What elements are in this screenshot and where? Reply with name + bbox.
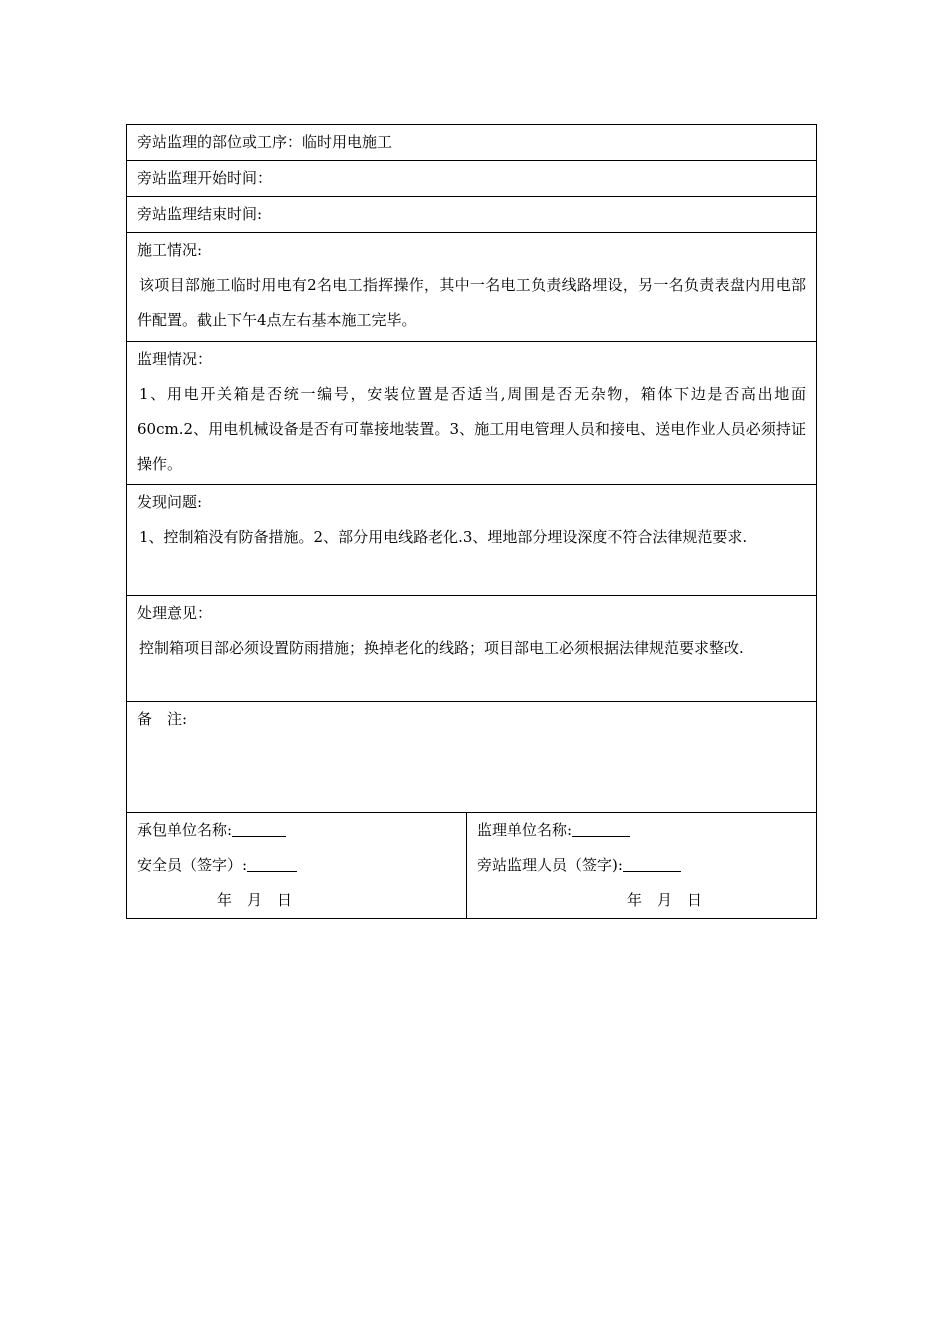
position-cell [127, 125, 817, 161]
supervisor-unit-line [477, 813, 806, 848]
supervision-cell [127, 342, 817, 485]
supervision-record-table [126, 124, 817, 919]
construction-row [127, 233, 817, 342]
supervision-body: 1、用电开关箱是否统一编号，安装位置是否适当,周围是否无杂物，箱体下边是否高出地面60cm.2、用电机械设备是否有可靠接地装置。3、施工用电管理人员和接电、送电作业人员必须持证操作。 [137, 385, 807, 473]
end-time-row [127, 197, 817, 233]
end-time-cell [127, 197, 817, 233]
handling-body: 控制箱项目部必须设置防雨措施；换掉老化的线路；项目部电工必须根据法律规范要求整改. [139, 639, 744, 657]
contractor-unit-label: 承包单位名称: [137, 821, 233, 839]
construction-cell [127, 233, 817, 342]
contractor-signer-label: 安全员（签字）: [137, 856, 248, 874]
supervision-heading: 监理情况： [137, 350, 213, 368]
start-time-row [127, 161, 817, 197]
contractor-unit-line [137, 813, 456, 848]
contractor-signature-cell [127, 813, 467, 919]
end-time-label: 旁站监理结束时间: [137, 205, 263, 223]
construction-heading: 施工情况: [137, 241, 203, 259]
supervision-row [127, 342, 817, 485]
contractor-signer-blank [247, 857, 297, 872]
contractor-date: 年 月 日 [217, 891, 293, 909]
contractor-signer-line [137, 848, 456, 883]
supervisor-signer-label: 旁站监理人员（签字): [477, 856, 623, 874]
signature-row [127, 813, 817, 919]
handling-heading: 处理意见： [137, 604, 213, 622]
remarks-row [127, 702, 817, 813]
supervisor-date: 年 月 日 [627, 891, 703, 909]
supervisor-signer-blank [623, 857, 681, 872]
remarks-cell [127, 702, 817, 813]
start-time-cell [127, 161, 817, 197]
supervisor-unit-blank [572, 822, 630, 837]
handling-cell [127, 596, 817, 702]
supervisor-signature-cell [467, 813, 817, 919]
supervisor-unit-label: 监理单位名称: [477, 821, 573, 839]
handling-row [127, 596, 817, 702]
position-text: 旁站监理的部位或工序：临时用电施工 [137, 133, 393, 151]
problems-cell [127, 485, 817, 596]
construction-body: 该项目部施工临时用电有2名电工指挥操作，其中一名电工负责线路埋设，另一名负责表盘内用电部件配置。截止下午4点左右基本施工完毕。 [137, 276, 807, 329]
position-row [127, 125, 817, 161]
problems-body: 1、控制箱没有防备措施。2、部分用电线路老化.3、埋地部分埋设深度不符合法律规范要求. [139, 528, 748, 546]
contractor-unit-blank [232, 822, 286, 837]
start-time-label: 旁站监理开始时间： [137, 169, 273, 187]
supervisor-signer-line [477, 848, 806, 883]
problems-row [127, 485, 817, 596]
remarks-heading: 备 注: [137, 710, 188, 728]
problems-heading: 发现问题: [137, 493, 203, 511]
